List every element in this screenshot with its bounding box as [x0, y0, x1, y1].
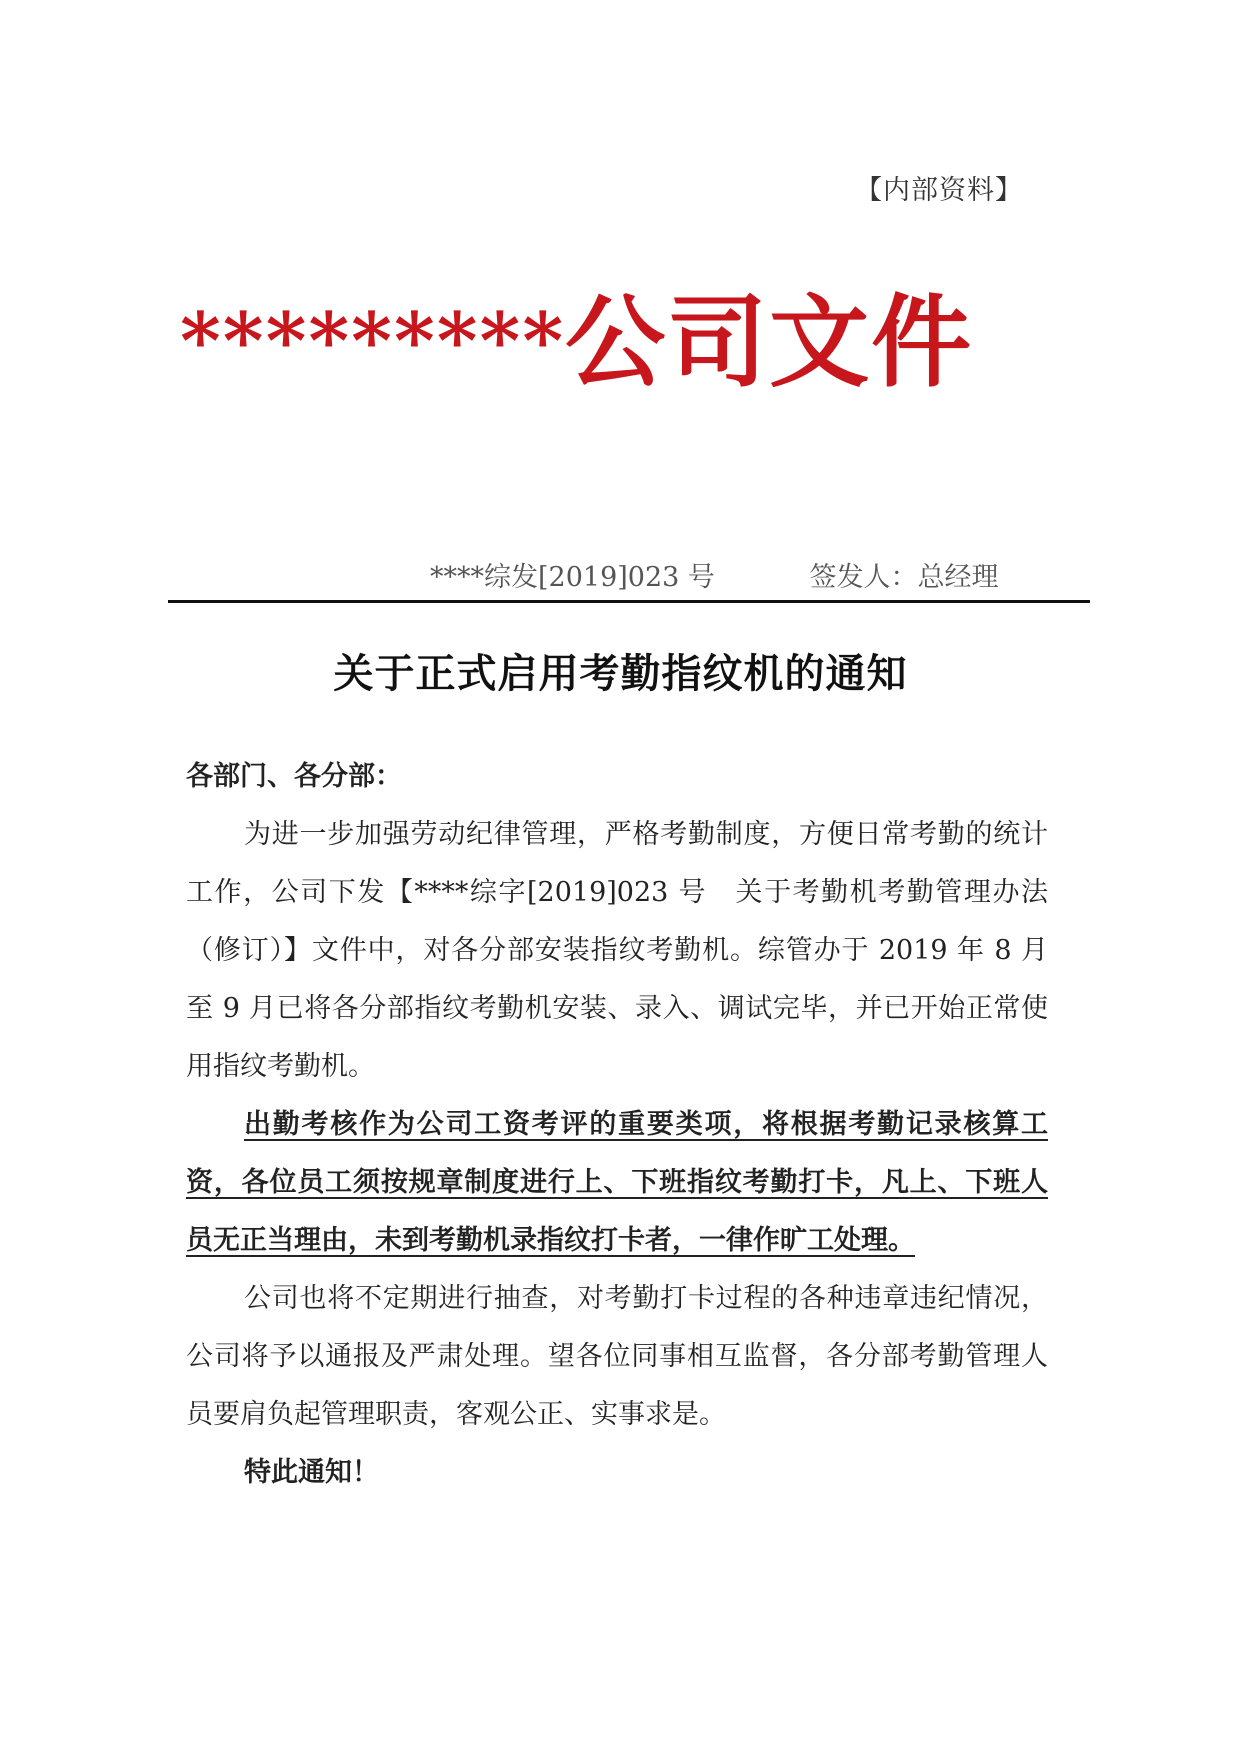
salutation: 各部门、各分部： — [186, 761, 402, 792]
document-title: 关于正式启用考勤指纹机的通知 — [333, 651, 908, 697]
paragraph-1: 为进一步加强劳动纪律管理，严格考勤制度，方便日常考勤的统计工作，公司下发【****综字[2019]023 号 关于考勤机考勤管理办法（修订）】文件中，对各分部安装指纹考勤机。综管办于 2019 年 8 月至 9 月已将各分部指纹考勤机安装、录入、调试完毕，并已开始正常使用指纹考勤机。 — [186, 819, 1048, 1082]
document-body — [186, 748, 1048, 1502]
closing-line: 特此通知！ — [244, 1457, 379, 1488]
header-divider — [168, 600, 1090, 603]
paragraph-3: 公司也将不定期进行抽查，对考勤打卡过程的各种违章违纪情况，公司将予以通报及严肃处理。望各位同事相互监督，各分部考勤管理人员要肩负起管理职责，客观公正、实事求是。 — [186, 1283, 1048, 1430]
document-meta-line — [430, 555, 999, 594]
internal-material-tag: 【内部资料】 — [855, 175, 1023, 206]
document-number: ****综发[2019]023 号 — [430, 562, 715, 593]
signer: 签发人：总经理 — [809, 562, 999, 593]
header-company-text: 公司文件 — [565, 283, 974, 401]
paragraph-2-emphasis: 出勤考核作为公司工资考评的重要类项，将根据考勤记录核算工资，各位员工须按规章制度进行上、下班指纹考勤打卡，凡上、下班人员无正当理由，未到考勤机录指纹打卡者，一律作旷工处理。 — [186, 1109, 1048, 1256]
document-red-header — [180, 283, 1080, 401]
header-stars: ********* — [180, 296, 566, 387]
